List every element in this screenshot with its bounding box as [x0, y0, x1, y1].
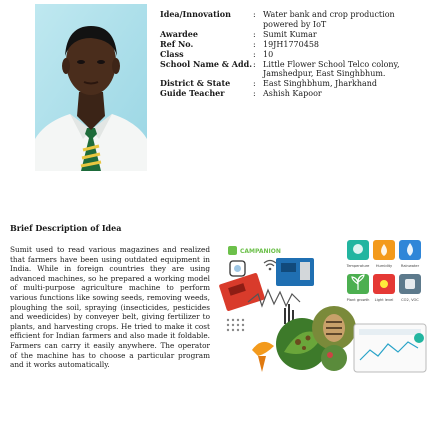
- info-value: 10: [263, 49, 274, 59]
- info-value: East Singhbhum, Jharkhand: [263, 79, 378, 88]
- idea-description: Sumit used to read various magazines and realized that farmers have been using outdated equipment in India. While in foreign countries they are using advanced machines, so he prepared a working model of multi-purpose agriculture machine to perform various functions like sowing seeds, removing weeds, ploughing the soil, spraying (insecticides, pesticides and weedicides) by conveyer belt, giving fertilizer to plants, and harvesting crops. He tried to make it cost efficient for Indian farmers and also made it foldable. Farmers can carry it easily anywhere. The operator of the machine has to choose a particular program and it works automatically.: [10, 245, 210, 370]
- tile-label: Humidity: [375, 264, 393, 268]
- info-separator: :: [253, 39, 256, 49]
- info-label: School Name & Add.: [160, 58, 252, 69]
- beetle-photo: [312, 306, 356, 350]
- info-label: Class: [160, 48, 184, 59]
- info-value: Sumit Kumar: [263, 29, 317, 39]
- info-label: Guide Teacher: [160, 88, 225, 98]
- info-label: Awardee: [160, 28, 198, 39]
- info-label: Ref No.: [160, 38, 194, 49]
- dot-grid: [227, 319, 244, 331]
- info-separator: :: [253, 29, 256, 39]
- info-row-school: [160, 60, 430, 79]
- tile-label: Plant growth: [346, 298, 370, 302]
- plant-closeup-photo: [321, 345, 347, 371]
- info-row-ref: [160, 40, 430, 50]
- info-value: Water bank and crop production powered by IoT: [263, 10, 395, 29]
- arduino-board-image: [276, 258, 314, 286]
- logo-text: CAMPANION: [240, 248, 281, 255]
- section-heading: Brief Description of Idea: [10, 223, 122, 233]
- tile-label: Temperature: [346, 264, 370, 268]
- info-row-class: [160, 50, 430, 60]
- info-separator: :: [253, 59, 256, 69]
- info-row-guide: [160, 89, 430, 99]
- info-separator: :: [253, 49, 256, 59]
- info-separator: :: [253, 89, 256, 98]
- info-label: District & State: [160, 78, 231, 88]
- orange-logo-shape: [252, 342, 274, 356]
- tile-label: Rainwater: [400, 264, 420, 268]
- tablet-dashboard-image: [354, 324, 426, 372]
- info-row-awardee: [160, 30, 430, 40]
- awardee-photo: [35, 4, 147, 171]
- awardee-info-table: [160, 10, 430, 99]
- info-separator: :: [253, 10, 256, 19]
- info-value: Little Flower School Telco colony, Jamshedpur, East Singhbhum.: [263, 59, 400, 78]
- info-row-idea: [160, 10, 430, 29]
- tile-label: CO2, VOC: [401, 298, 419, 302]
- wifi-icon: [264, 261, 276, 267]
- info-separator: :: [253, 79, 256, 88]
- info-value: Ashish Kapoor: [263, 89, 322, 98]
- info-value: 19JH1770458: [263, 39, 319, 49]
- sensor-board-image: [219, 273, 266, 312]
- campanion-logo: [228, 246, 281, 255]
- idea-collage-image: [218, 232, 431, 374]
- sensor-tiles: [346, 240, 421, 302]
- info-label: Idea/Innovation: [160, 9, 231, 19]
- tile-label: Light level: [374, 298, 394, 302]
